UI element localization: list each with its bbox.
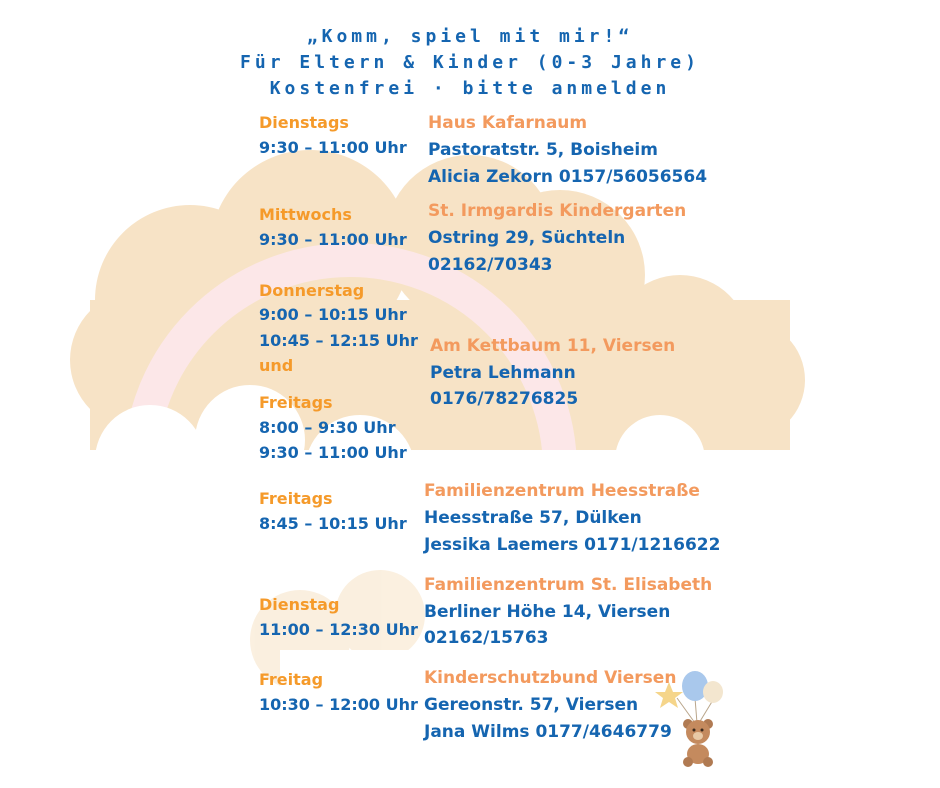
venue-contact: 02162/70343 [428,255,553,275]
venue-contact: Jana Wilms 0177/4646779 [424,722,672,742]
venue-contact: Jessika Laemers 0171/1216622 [424,535,721,555]
venue-name: Haus Kafarnaum [428,113,588,133]
time-label: 9:00 – 10:15 Uhr [259,305,407,324]
day-label: Mittwochs [259,205,352,224]
balloon-icon [655,671,723,723]
decoration [655,668,735,768]
time-label: 8:00 – 9:30 Uhr [259,418,396,437]
day-label: Freitag [259,670,324,689]
venue-address: Berliner Höhe 14, Viersen [424,602,671,622]
day-label: Freitags [259,393,333,412]
venue-contact: Alicia Zekorn 0157/56056564 [428,167,708,187]
venue-name: Kinderschutzbund Viersen [424,668,677,688]
venue-address: Gereonstr. 57, Viersen [424,695,639,715]
title-line-3: Kostenfrei · bitte anmelden [269,78,671,99]
venue-address: Petra Lehmann [430,363,576,383]
venue-address: Heesstraße 57, Dülken [424,508,642,528]
day-label: Dienstags [259,113,349,132]
venue-name: Familienzentrum Heesstraße [424,481,700,501]
time-label: 9:30 – 11:00 Uhr [259,138,407,157]
venue-name: Am Kettbaum 11, Viersen [430,336,676,356]
venue-name: St. Irmgardis Kindergarten [428,201,687,221]
venue-contact: 0176/78276825 [430,389,579,409]
title-line-2: Für Eltern & Kinder (0-3 Jahre) [240,52,700,73]
time-label: 11:00 – 12:30 Uhr [259,620,418,639]
venue-name: Familienzentrum St. Elisabeth [424,575,713,595]
title-line-1: „Komm, spiel mit mir!“ [306,26,634,47]
time-label: 9:30 – 11:00 Uhr [259,443,407,462]
time-label: 9:30 – 11:00 Uhr [259,230,407,249]
time-label: 10:30 – 12:00 Uhr [259,695,418,714]
time-label: 10:45 – 12:15 Uhr [259,331,418,350]
day-label: Freitags [259,489,333,508]
day-label: Donnerstag [259,281,365,300]
day-label: Dienstag [259,595,340,614]
connector-label: und [259,356,294,375]
time-label: 8:45 – 10:15 Uhr [259,514,407,533]
venue-address: Ostring 29, Süchteln [428,228,626,248]
venue-address: Pastoratstr. 5, Boisheim [428,140,658,160]
teddy-bear-icon [683,719,713,767]
venue-contact: 02162/15763 [424,628,549,648]
